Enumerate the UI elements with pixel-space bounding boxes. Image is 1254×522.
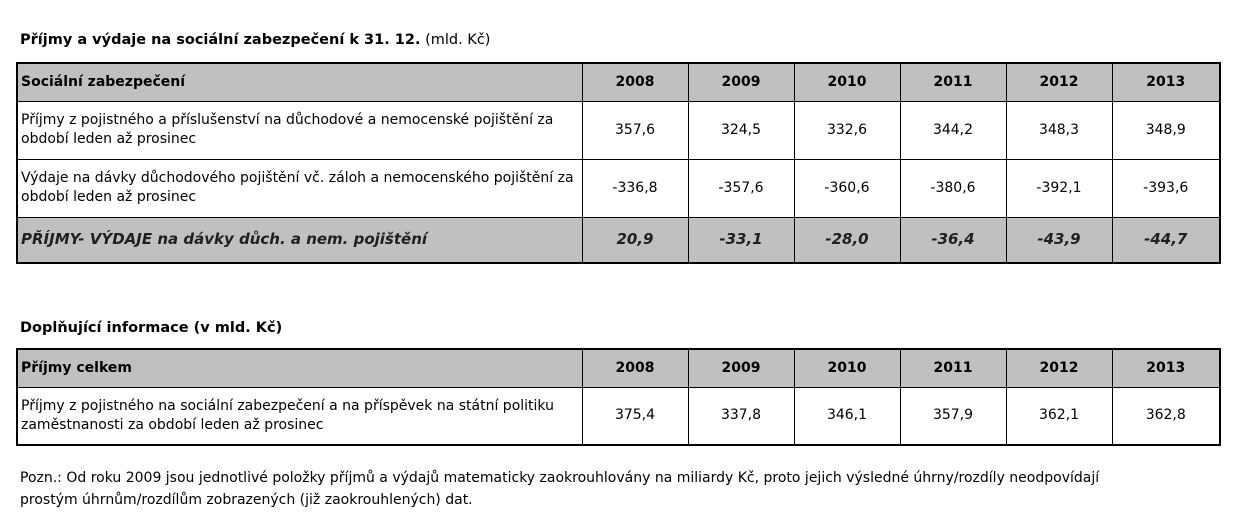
cell-value: 362,8 bbox=[1112, 387, 1220, 445]
cell-value: 344,2 bbox=[900, 101, 1006, 159]
cell-value: 357,9 bbox=[900, 387, 1006, 445]
cell-value: 346,1 bbox=[794, 387, 900, 445]
table1-header-label: Sociální zabezpečení bbox=[17, 63, 582, 101]
cell-value: 362,1 bbox=[1006, 387, 1112, 445]
table1-title-unit: (mld. Kč) bbox=[425, 32, 491, 48]
total-label: PŘÍJMY- VÝDAJE na dávky důch. a nem. pojištění bbox=[17, 217, 582, 263]
cell-value: 348,9 bbox=[1112, 101, 1220, 159]
social-security-table bbox=[16, 62, 1221, 264]
cell-value: -357,6 bbox=[688, 159, 794, 217]
table1-title bbox=[20, 30, 490, 50]
table2-year: 2012 bbox=[1006, 349, 1112, 387]
total-value: 20,9 bbox=[582, 217, 688, 263]
table2-header-row bbox=[17, 349, 1220, 387]
cell-value: -380,6 bbox=[900, 159, 1006, 217]
table2-year: 2009 bbox=[688, 349, 794, 387]
cell-value: -336,8 bbox=[582, 159, 688, 217]
total-value: -44,7 bbox=[1112, 217, 1220, 263]
table1-year: 2012 bbox=[1006, 63, 1112, 101]
table2-title-text: Doplňující informace (v mld. Kč) bbox=[20, 320, 283, 336]
row-label: Výdaje na dávky důchodového pojištění vč. záloh a nemocenského pojištění za období leden až prosinec bbox=[17, 159, 582, 217]
cell-value: 324,5 bbox=[688, 101, 794, 159]
additional-info-table bbox=[16, 348, 1221, 446]
table-row bbox=[17, 159, 1220, 217]
table1-year: 2010 bbox=[794, 63, 900, 101]
table-row bbox=[17, 387, 1220, 445]
total-value: -28,0 bbox=[794, 217, 900, 263]
table1-year: 2011 bbox=[900, 63, 1006, 101]
table2-year: 2008 bbox=[582, 349, 688, 387]
total-value: -36,4 bbox=[900, 217, 1006, 263]
total-value: -43,9 bbox=[1006, 217, 1112, 263]
cell-value: -393,6 bbox=[1112, 159, 1220, 217]
table1-title-text: Příjmy a výdaje na sociální zabezpečení k 31. 12. bbox=[20, 32, 421, 48]
row-label: Příjmy z pojistného na sociální zabezpečení a na příspěvek na státní politiku zaměstnanosti za období leden až prosinec bbox=[17, 387, 582, 445]
table2-year: 2011 bbox=[900, 349, 1006, 387]
cell-value: 357,6 bbox=[582, 101, 688, 159]
cell-value: 332,6 bbox=[794, 101, 900, 159]
table1-header-row bbox=[17, 63, 1220, 101]
table2-header-label: Příjmy celkem bbox=[17, 349, 582, 387]
total-value: -33,1 bbox=[688, 217, 794, 263]
table1-year: 2009 bbox=[688, 63, 794, 101]
cell-value: 337,8 bbox=[688, 387, 794, 445]
footnote: Pozn.: Od roku 2009 jsou jednotlivé položky příjmů a výdajů matematicky zaokrouhlovány na miliardy Kč, proto jejich výsledné úhrny/rozdíly neodpovídají prostým úhrnům/rozdílům zobrazených (již zaokrouhlených) dat. bbox=[20, 470, 1100, 508]
table2-year: 2013 bbox=[1112, 349, 1220, 387]
table2-year: 2010 bbox=[794, 349, 900, 387]
cell-value: -392,1 bbox=[1006, 159, 1112, 217]
cell-value: 375,4 bbox=[582, 387, 688, 445]
table1-year: 2008 bbox=[582, 63, 688, 101]
row-label: Příjmy z pojistného a příslušenství na důchodové a nemocenské pojištění za období leden až prosinec bbox=[17, 101, 582, 159]
table-row bbox=[17, 101, 1220, 159]
table1-total-row bbox=[17, 217, 1220, 263]
table1-year: 2013 bbox=[1112, 63, 1220, 101]
cell-value: 348,3 bbox=[1006, 101, 1112, 159]
cell-value: -360,6 bbox=[794, 159, 900, 217]
table2-title bbox=[20, 318, 282, 338]
